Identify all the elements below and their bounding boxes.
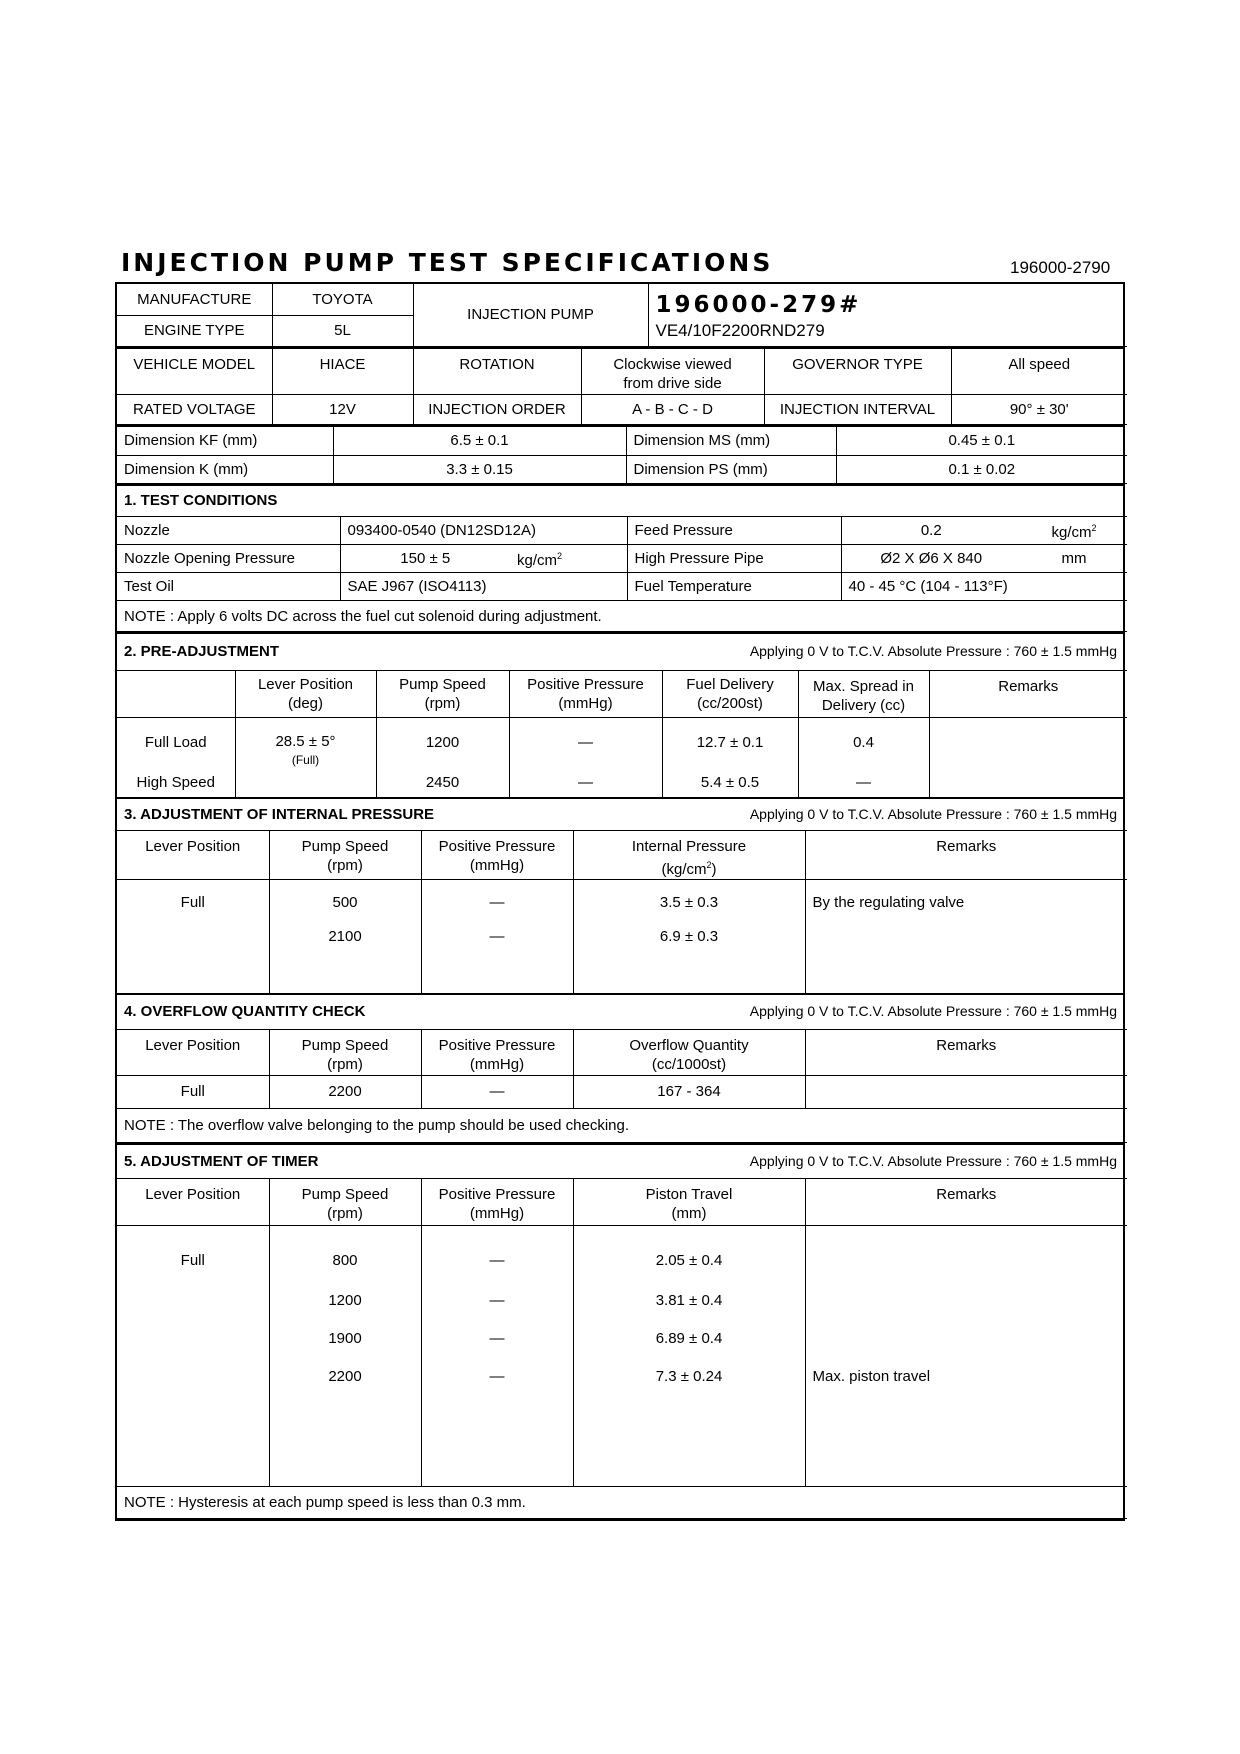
pre-adj-header-delivery: Fuel Delivery (cc/200st) [662,670,798,717]
pre-adj-header-blank [117,670,235,717]
nozzle-opening-pressure-label: Nozzle Opening Pressure [117,545,340,573]
overflow-note: NOTE : The overflow valve belonging to the pump should be used checking. [117,1108,1127,1142]
overflow-header-speed: Pump Speed (rpm) [269,1029,421,1075]
nozzle-opening-pressure-value: 150 ± 5 [340,545,510,573]
high-pressure-pipe-unit: mm [1021,545,1127,573]
overflow-header-lever: Lever Position [117,1029,269,1075]
engine-type-label: ENGINE TYPE [117,315,272,346]
governor-type-value: All speed [951,349,1127,395]
injection-order-label: INJECTION ORDER [413,395,581,425]
pump-code: VE4/10F2200RND279 [648,315,1127,346]
overflow-block [115,993,1125,1143]
table-row: High Speed 2450 — 5.4 ± 0.5 — [117,767,1127,797]
pre-adj-header-pressure: Positive Pressure (mmHg) [509,670,662,717]
overflow-header-value: Overflow Quantity (cc/1000st) [573,1029,805,1075]
table-row: 2100 — 6.9 ± 0.3 [117,917,1127,955]
dimension-ms-value: 0.45 ± 0.1 [836,427,1127,455]
table-row: Full 2200 — 167 - 364 [117,1075,1127,1108]
overflow-header-pressure: Positive Pressure (mmHg) [421,1029,573,1075]
table-row: Full 800 — 2.05 ± 0.4 [117,1226,1127,1282]
timer-block [115,1143,1125,1522]
feed-pressure-label: Feed Pressure [627,517,841,545]
pre-adjustment-title: 2. PRE-ADJUSTMENT Applying 0 V to T.C.V. Absolute Pressure : 760 ± 1.5 mmHg [117,634,1127,670]
high-pressure-pipe-value: Ø2 X Ø6 X 840 [841,545,1021,573]
test-oil-value: SAE J967 (ISO4113) [340,573,627,601]
table-row: 1200 — 3.81 ± 0.4 [117,1282,1127,1320]
internal-header-remarks: Remarks [805,830,1127,879]
dimension-ms-label: Dimension MS (mm) [626,427,836,455]
manufacture-value: TOYOTA [272,284,413,315]
internal-pressure-block [115,797,1125,993]
dimension-ps-value: 0.1 ± 0.02 [836,455,1127,483]
feed-pressure-value: 0.2 [841,517,1021,545]
vehicle-info-block [115,347,1125,426]
internal-header-lever: Lever Position [117,830,269,879]
injection-pump-label: INJECTION PUMP [413,284,648,346]
pre-adj-header-spread: Max. Spread in Delivery (cc) [798,670,929,717]
feed-pressure-unit: $kg/cm^2$ [1021,517,1127,545]
dimension-ps-label: Dimension PS (mm) [626,455,836,483]
internal-pressure-applying-note: Applying 0 V to T.C.V. Absolute Pressure : 760 ± 1.5 mmHg [749,805,1118,822]
rotation-value: Clockwise viewed from drive side [581,349,764,395]
injection-interval-value: 90° ± 30' [951,395,1127,425]
timer-header-remarks: Remarks [805,1179,1127,1226]
pre-adj-header-speed: Pump Speed (rpm) [376,670,509,717]
test-conditions-note: NOTE : Apply 6 volts DC across the fuel cut solenoid during adjustment. [117,601,1127,632]
nozzle-label: Nozzle [117,517,340,545]
pre-adjustment-applying-note: Applying 0 V to T.C.V. Absolute Pressure : 760 ± 1.5 mmHg [749,643,1118,660]
injection-order-value: A - B - C - D [581,395,764,425]
spec-sheet [115,282,1125,1521]
manufacture-label: MANUFACTURE [117,284,272,315]
engine-type-value: 5L [272,315,413,346]
fuel-temperature-value: 40 - 45 °C (104 - 113°F) [841,573,1127,601]
pre-adj-header-lever: Lever Position (deg) [235,670,376,717]
internal-header-pressure: Positive Pressure (mmHg) [421,830,573,879]
dimensions-block [115,425,1125,484]
dimension-kf-value: 6.5 ± 0.1 [333,427,626,455]
pump-info-block [115,282,1125,347]
pre-adj-header-remarks: Remarks [929,670,1127,717]
overflow-applying-note: Applying 0 V to T.C.V. Absolute Pressure : 760 ± 1.5 mmHg [749,1003,1117,1020]
pre-adjustment-block [115,632,1125,797]
dimension-k-value: 3.3 ± 0.15 [333,455,626,483]
timer-header-pressure: Positive Pressure (mmHg) [421,1179,573,1226]
vehicle-model-value: HIACE [272,349,413,395]
rotation-label: ROTATION [413,349,581,395]
table-row: Full 500 — 3.5 ± 0.3 By the regulating valve [117,879,1127,917]
internal-pressure-title: 3. ADJUSTMENT OF INTERNAL PRESSURE Applying 0 V to T.C.V. Absolute Pressure : 760 ± 1.5 mmHg [117,799,1127,830]
timer-header-value: Piston Travel (mm) [573,1179,805,1226]
timer-note: NOTE : Hysteresis at each pump speed is less than 0.3 mm. [117,1487,1127,1519]
rated-voltage-label: RATED VOLTAGE [117,395,272,425]
nozzle-opening-pressure-unit: $kg/cm^2$ [510,545,627,573]
high-pressure-pipe-label: High Pressure Pipe [627,545,841,573]
dimension-k-label: Dimension K (mm) [117,455,333,483]
internal-header-value: Internal Pressure $(kg/cm^2)$ [573,830,805,879]
test-oil-label: Test Oil [117,573,340,601]
timer-header-speed: Pump Speed (rpm) [269,1179,421,1226]
rated-voltage-value: 12V [272,395,413,425]
timer-header-lever: Lever Position [117,1179,269,1226]
vehicle-model-label: VEHICLE MODEL [117,349,272,395]
dimension-kf-label: Dimension KF (mm) [117,427,333,455]
document-number: 196000-2790 [1010,258,1111,277]
internal-header-speed: Pump Speed (rpm) [269,830,421,879]
test-conditions-title: 1. TEST CONDITIONS [117,486,1127,517]
table-row: 2200 — 7.3 ± 0.24 Max. piston travel [117,1358,1127,1396]
timer-applying-note: Applying 0 V to T.C.V. Absolute Pressure : 760 ± 1.5 mmHg [749,1152,1117,1169]
table-row: 1900 — 6.89 ± 0.4 [117,1320,1127,1358]
governor-type-label: GOVERNOR TYPE [764,349,951,395]
document-title: INJECTION PUMP TEST SPECIFICATIONS [121,248,774,277]
injection-interval-label: INJECTION INTERVAL [764,395,951,425]
overflow-header-remarks: Remarks [805,1029,1127,1075]
fuel-temperature-label: Fuel Temperature [627,573,841,601]
timer-title: 5. ADJUSTMENT OF TIMER Applying 0 V to T.C.V. Absolute Pressure : 760 ± 1.5 mmHg [117,1145,1127,1179]
pump-part-number: 196000-279# [655,292,862,318]
table-row: Full Load 28.5 ± 5° (Full) 1200 — 12.7 ± 0.1 0.4 [117,717,1127,767]
overflow-title: 4. OVERFLOW QUANTITY CHECK Applying 0 V to T.C.V. Absolute Pressure : 760 ± 1.5 mmHg [117,995,1127,1029]
nozzle-value: 093400-0540 (DN12SD12A) [340,517,627,545]
test-conditions-block [115,484,1125,633]
